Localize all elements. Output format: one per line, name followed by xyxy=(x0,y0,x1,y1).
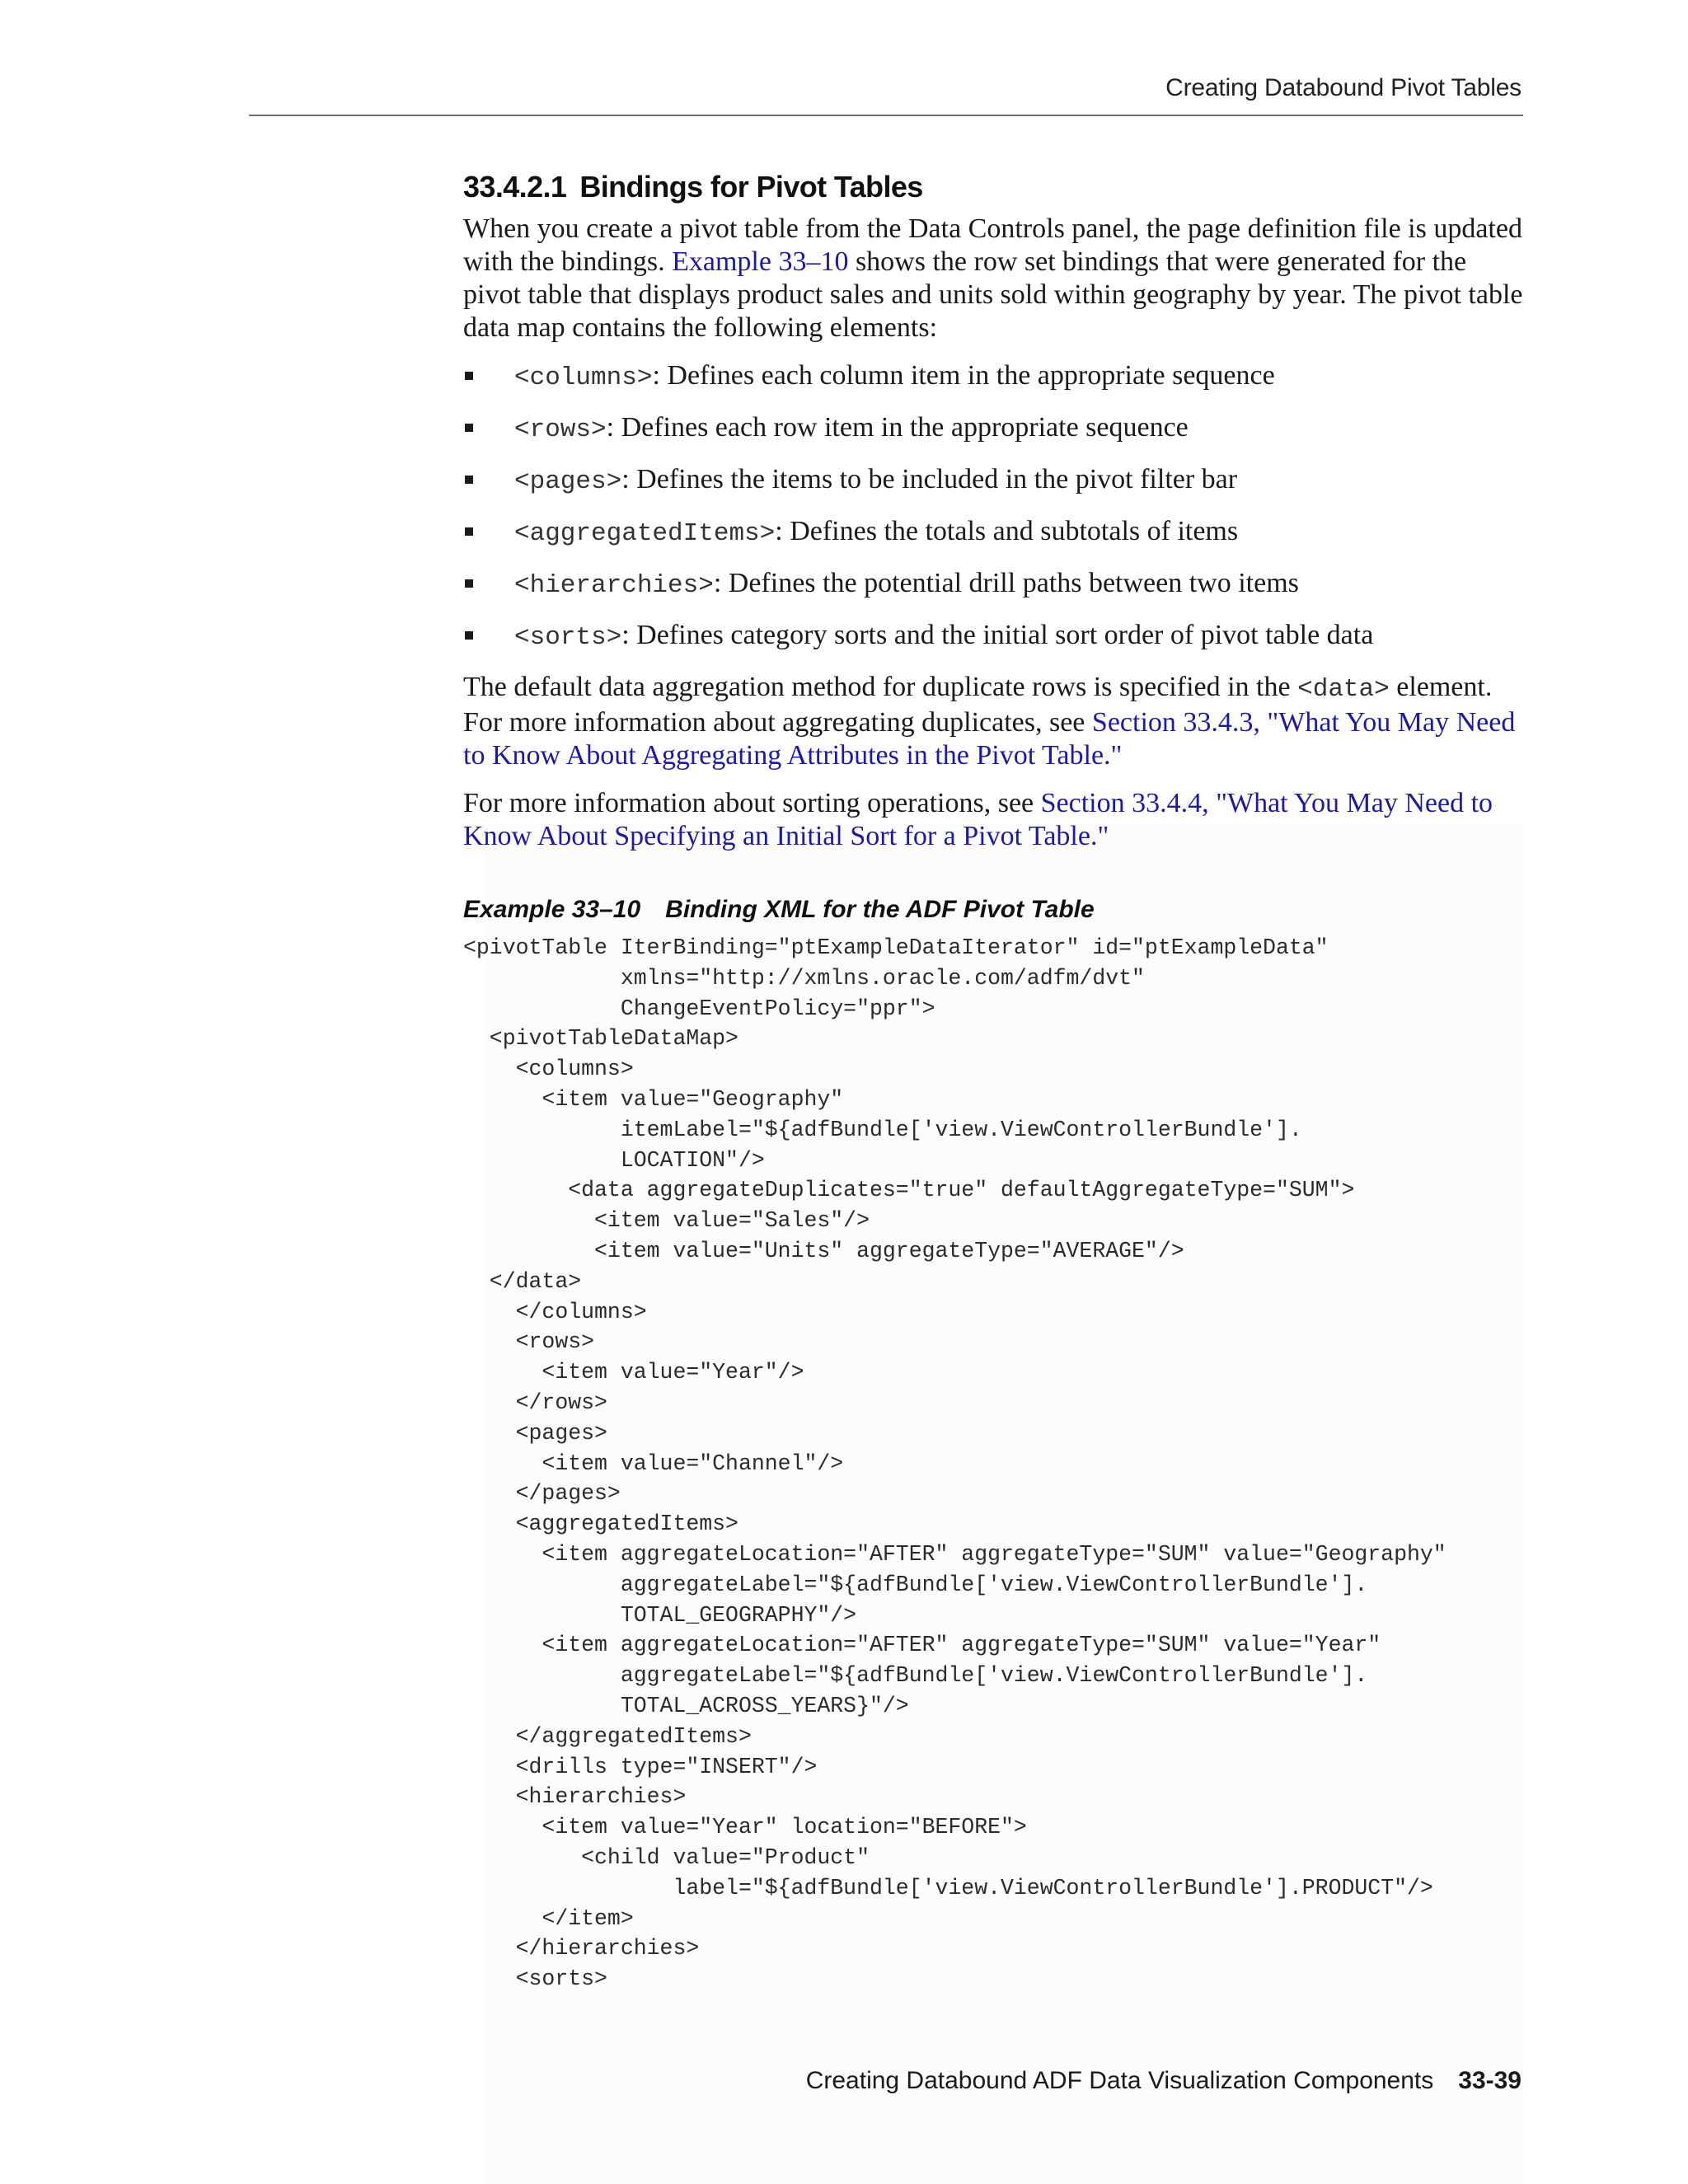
list-item xyxy=(463,463,1523,499)
header-rule xyxy=(249,115,1523,116)
aggregating-section-link[interactable]: Section 33.4.3, "What You May Need to Know About Aggregating Attributes in the Pivot Table." xyxy=(463,707,1516,771)
intro-paragraph xyxy=(463,213,1523,344)
sorting-section-link[interactable]: Section 33.4.4, "What You May Need to Know About Specifying an Initial Sort for a Pivot Table." xyxy=(463,788,1493,851)
data-element-code: <data> xyxy=(1297,675,1390,704)
element-tag: <columns> xyxy=(514,363,653,392)
element-description: : Defines the potential drill paths between two items xyxy=(713,568,1299,598)
sorting-paragraph xyxy=(463,787,1523,853)
running-header: Creating Databound Pivot Tables xyxy=(1165,74,1522,101)
element-description: : Defines the items to be included in the pivot filter bar xyxy=(621,464,1238,494)
bullet-icon xyxy=(465,527,473,536)
element-description: : Defines each column item in the appropriate sequence xyxy=(652,360,1275,391)
element-description: : Defines each row item in the appropriate sequence xyxy=(606,412,1189,443)
sorting-text: For more information about sorting operations, see xyxy=(463,788,1041,818)
example-caption: Binding XML for the ADF Pivot Table xyxy=(665,896,1095,923)
aggregation-text-continued: element. For more information about aggregating duplicates, see xyxy=(463,672,1493,738)
running-footer xyxy=(806,2067,1522,2095)
intro-text: When you create a pivot table from the Data Controls panel, the page definition file is updated with the bindings. xyxy=(463,213,1522,277)
element-tag: <rows> xyxy=(514,415,607,444)
section-title: Bindings for Pivot Tables xyxy=(579,170,923,204)
page-number: 33-39 xyxy=(1458,2067,1522,2094)
list-item xyxy=(463,619,1523,654)
intro-text-continued: shows the row set bindings that were generated for the pivot table that displays product sales and units sold within geography by year. The pivot table data map contains the following elements: xyxy=(463,246,1523,343)
bullet-icon xyxy=(465,476,473,484)
section-number: 33.4.2.1 xyxy=(463,170,567,204)
bullet-icon xyxy=(465,579,473,588)
example-number: Example 33–10 xyxy=(463,896,641,923)
element-description: : Defines category sorts and the initial sort order of pivot table data xyxy=(621,620,1374,650)
example-title xyxy=(463,896,1523,924)
list-item xyxy=(463,359,1523,395)
example-link[interactable]: Example 33–10 xyxy=(672,246,849,277)
bullet-icon xyxy=(465,424,473,432)
element-description: : Defines the totals and subtotals of items xyxy=(775,516,1239,546)
list-item xyxy=(463,567,1523,602)
bullet-icon xyxy=(465,631,473,640)
list-item xyxy=(463,515,1523,551)
footer-chapter-title: Creating Databound ADF Data Visualization Components xyxy=(805,2067,1434,2094)
bullet-icon xyxy=(465,372,473,380)
element-list xyxy=(463,359,1523,654)
element-tag: <hierarchies> xyxy=(514,571,714,600)
list-item xyxy=(463,411,1523,447)
aggregation-text: The default data aggregation method for duplicate rows is specified in the xyxy=(463,672,1298,702)
element-tag: <pages> xyxy=(514,467,622,496)
page-content xyxy=(463,170,1523,935)
code-listing: <pivotTable IterBinding="ptExampleDataIterator" id="ptExampleData" xmlns="http://xmlns.oracle.com/adfm/dvt" ChangeEventPolicy="ppr"> <pivotTableDataMap> <columns> <item value="Geography" itemLabel="${adfBundle['view.ViewControllerBundle']. LOCATION"/> <data aggregateDuplicates="true" defaultAggregateType="SUM"> <item value="Sales"/> <item value="Units" aggregateType="AVERAGE"/> </data> </columns> <rows> <item value="Year"/> </rows> <pages> <item value="Channel"/> </pages> <aggregatedItems> <item aggregateLocation="AFTER" aggregateType="SUM" value="Geography" aggregateLabel="${adfBundle['view.ViewControllerBundle']. TOTAL_GEOGRAPHY"/> <item aggregateLocation="AFTER" aggregateType="SUM" value="Year" aggregateLabel="${adfBundle['view.ViewControllerBundle']. TOTAL_ACROSS_YEARS}"/> </aggregatedItems> <drills type="INSERT"/> <hierarchies> <item value="Year" location="BEFORE"> <child value="Product" label="${adfBundle['view.ViewControllerBundle'].PRODUCT"/> </item> </hierarchies> <sorts> xyxy=(463,935,1447,1992)
element-tag: <aggregatedItems> xyxy=(514,519,776,548)
section-heading xyxy=(463,170,1523,204)
aggregation-paragraph xyxy=(463,671,1523,772)
element-tag: <sorts> xyxy=(514,623,622,652)
